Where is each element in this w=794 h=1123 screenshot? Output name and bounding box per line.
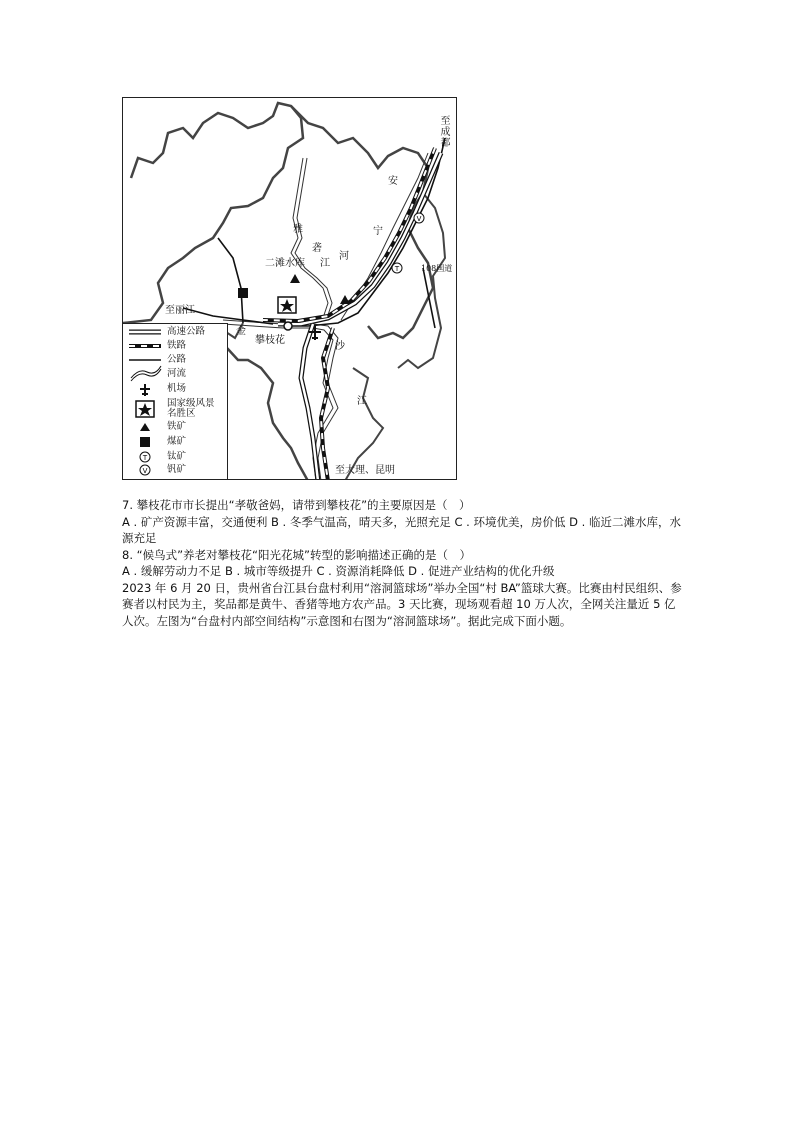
- legend-label: 钛矿: [167, 451, 187, 462]
- question-7-stem: 7. 攀枝花市市长提出“孝敬爸妈，请带到攀枝花”的主要原因是（ ）: [122, 498, 471, 512]
- boundary-line-southeast: [345, 368, 383, 480]
- legend-label: 铁路: [167, 340, 187, 351]
- legend-label: 公路: [167, 354, 187, 365]
- titanium-ore-icon-legend: [140, 452, 150, 462]
- label-panzhihua: 攀枝花: [255, 335, 285, 346]
- label-jiang-jinsha: 江: [357, 396, 367, 407]
- coal-mine-icon: [238, 288, 248, 298]
- passage: 2023 年 6 月 20 日，贵州省台江县台盘村利用“溶洞篮球场”举办全国“村 BA”篮球大赛。比赛由村民组织、参赛者以村民为主，奖品都是黄牛、香猪等地方农产品。3 天比赛，现场观看超 10 万人次，全网关注量近 5 亿人次。左图为“台盘村内部空间结构”示意图和右图为“溶洞篮球场”。据此完成下面小题。: [122, 580, 682, 628]
- question-7-options: A . 矿产资源丰富，交通便利 B . 冬季气温高，晴天多，光照充足 C . 环境优美，房价低 D . 临近二滩水库，水源充足: [122, 514, 681, 545]
- airport-icon-legend: [140, 384, 150, 396]
- label-ning: 宁: [373, 226, 383, 237]
- legend-label: 钒矿: [167, 464, 187, 475]
- label-to-chengdu: 至成都: [440, 116, 451, 149]
- coal-mine-icon-legend: [140, 437, 150, 447]
- label-jiang-yalong: 江: [320, 258, 330, 269]
- question-8-options: A . 缓解劳动力不足 B . 城市等级提升 C . 资源消耗降低 D . 促进产业结构的优化升级: [122, 564, 555, 578]
- svg-text:T: T: [142, 454, 148, 462]
- label-an: 安: [388, 176, 398, 187]
- legend-symbols: [123, 324, 163, 479]
- iron-ore-icon-legend: [140, 423, 150, 431]
- question-8-stem: 8. “候鸟式”养老对攀枝花“阳光花城”转型的影响描述正确的是（ ）: [122, 547, 471, 562]
- iron-ore-icon-2: [340, 295, 350, 304]
- legend-label: 煤矿: [167, 436, 187, 447]
- titanium-ore-icon: [392, 263, 402, 273]
- legend-label: 机场: [167, 383, 187, 394]
- scenic-area-icon-legend: [136, 401, 154, 417]
- svg-text:V: V: [416, 215, 422, 223]
- svg-text:T: T: [394, 265, 400, 273]
- legend-label: 高速公路: [167, 326, 206, 337]
- boundary-line: [123, 103, 303, 323]
- label-to-dali-kunming: 至大理、昆明: [335, 465, 395, 476]
- road-west: [183, 308, 273, 324]
- yalong-river: [291, 158, 328, 318]
- label-long: 砻: [312, 243, 322, 254]
- road-108: [288, 138, 445, 326]
- river-icon: [131, 366, 161, 381]
- question-text: [122, 497, 682, 629]
- svg-text:V: V: [142, 467, 148, 475]
- panzhihua-city-icon: [284, 322, 292, 330]
- road-north: [218, 238, 243, 323]
- label-sha: 沙: [335, 341, 345, 352]
- legend-label: 国家级风景名胜区: [167, 398, 215, 419]
- label-he: 河: [339, 251, 349, 262]
- vanadium-ore-icon: [414, 213, 424, 223]
- label-jin: 金: [236, 326, 246, 337]
- label-g108: 108国道: [421, 264, 453, 273]
- label-ya: 雅: [293, 224, 303, 235]
- boundary-line-south: [227, 348, 308, 480]
- legend-label: 铁矿: [167, 421, 187, 432]
- legend-label: 河流: [167, 368, 187, 379]
- map-legend: [123, 323, 228, 479]
- iron-ore-icon: [290, 274, 300, 283]
- scenic-area-icon: [278, 297, 296, 313]
- label-to-lijiang: 至丽江: [165, 305, 195, 316]
- panzhihua-map: [122, 97, 457, 480]
- vanadium-ore-icon-legend: [140, 465, 150, 475]
- label-ertan-reservoir: 二滩水库: [265, 258, 305, 269]
